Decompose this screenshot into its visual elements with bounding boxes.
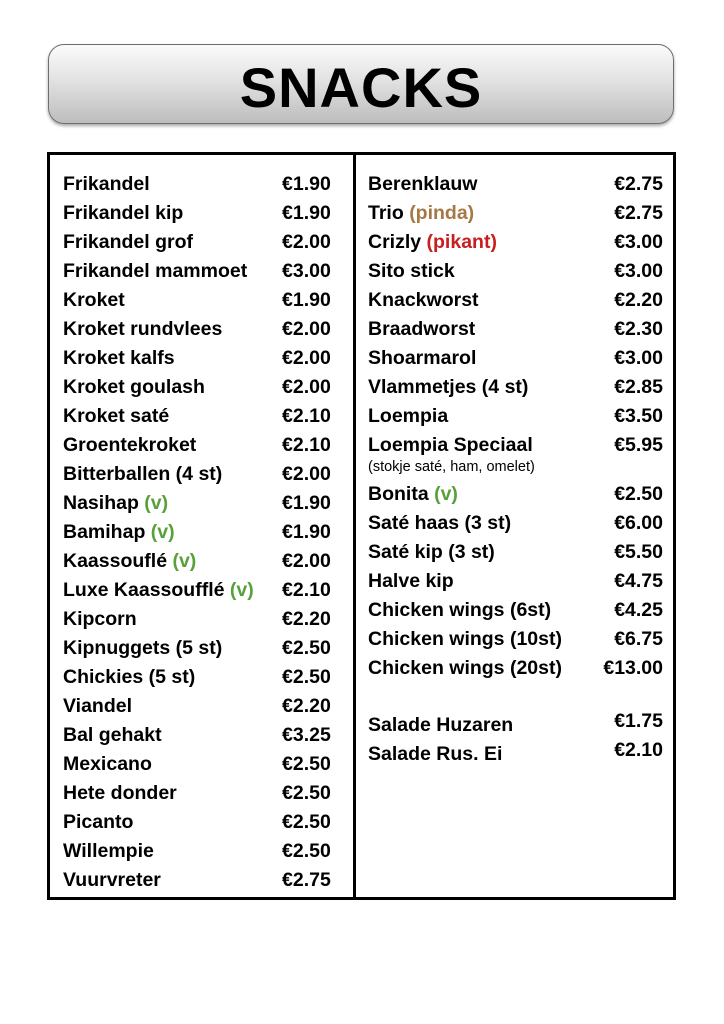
item-note: (stokje saté, ham, omelet) <box>368 459 535 475</box>
item-name: Bal gehakt <box>63 724 162 746</box>
item-name: Berenklauw <box>368 173 478 195</box>
menu-box <box>47 152 676 900</box>
menu-item <box>63 547 339 576</box>
item-price: €2.20 <box>282 695 331 717</box>
item-price: €2.10 <box>282 405 331 427</box>
menu-item <box>368 257 663 286</box>
menu-item <box>63 721 339 750</box>
menu-item <box>63 286 339 315</box>
item-price: €5.95 <box>614 434 663 456</box>
item-price: €2.00 <box>282 550 331 572</box>
item-price: €2.10 <box>614 739 663 761</box>
item-name <box>368 228 497 257</box>
item-price: €2.00 <box>282 318 331 340</box>
item-name: Hete donder <box>63 782 177 804</box>
item-name: Kipnuggets (5 st) <box>63 637 223 659</box>
vegetarian-tag: (v) <box>172 550 197 572</box>
item-price: €2.75 <box>614 173 663 195</box>
item-name <box>368 199 474 228</box>
vegetarian-tag: (v) <box>150 521 175 543</box>
menu-item <box>63 257 339 286</box>
item-price: €2.50 <box>614 483 663 505</box>
menu-item <box>368 740 663 769</box>
menu-item <box>63 692 339 721</box>
menu-item <box>368 567 663 596</box>
menu-item <box>63 518 339 547</box>
item-price: €2.10 <box>282 579 331 601</box>
item-name-text: Kaassouflé <box>63 550 168 572</box>
item-price: €3.25 <box>282 724 331 746</box>
item-name-text: Bamihap <box>63 521 146 543</box>
menu-item <box>368 199 663 228</box>
item-name <box>63 576 254 605</box>
item-name: Chicken wings (6st) <box>368 599 552 621</box>
item-price: €5.50 <box>614 541 663 563</box>
menu-item <box>368 596 663 625</box>
menu-item <box>63 460 339 489</box>
item-price: €3.00 <box>282 260 331 282</box>
item-price: €1.75 <box>614 710 663 732</box>
menu-item <box>63 170 339 199</box>
item-name-text: Bonita <box>368 483 429 505</box>
item-price: €2.50 <box>282 782 331 804</box>
item-price: €2.85 <box>614 376 663 398</box>
item-price: €2.00 <box>282 347 331 369</box>
item-price: €6.75 <box>614 628 663 650</box>
item-price: €2.10 <box>282 434 331 456</box>
item-price: €2.50 <box>282 840 331 862</box>
vegetarian-tag: (v) <box>229 579 254 601</box>
menu-item <box>368 625 663 654</box>
item-price: €2.50 <box>282 637 331 659</box>
item-name: Kroket goulash <box>63 376 205 398</box>
item-name: Mexicano <box>63 753 152 775</box>
item-name: Knackworst <box>368 289 479 311</box>
item-price: €2.00 <box>282 231 331 253</box>
item-name: Chicken wings (10st) <box>368 628 562 650</box>
menu-item <box>368 373 663 402</box>
item-name: Viandel <box>63 695 133 717</box>
item-price: €2.50 <box>282 666 331 688</box>
item-name: Frikandel kip <box>63 202 184 224</box>
item-name: Saté haas (3 st) <box>368 512 512 534</box>
menu-item <box>368 402 663 431</box>
menu-item <box>368 286 663 315</box>
item-name: Frikandel grof <box>63 231 194 253</box>
item-price: €2.20 <box>614 289 663 311</box>
item-name: Salade Rus. Ei <box>368 743 503 765</box>
item-name: Kroket rundvlees <box>63 318 223 340</box>
item-price: €1.90 <box>282 289 331 311</box>
page-title: SNACKS <box>239 55 483 119</box>
menu-item <box>63 808 339 837</box>
menu-item <box>368 315 663 344</box>
item-price: €1.90 <box>282 173 331 195</box>
menu-item <box>63 402 339 431</box>
item-name: Vlammetjes (4 st) <box>368 376 529 398</box>
column-divider <box>353 155 356 897</box>
menu-item <box>368 654 663 683</box>
item-name: Loempia Speciaal <box>368 434 533 456</box>
item-price: €3.00 <box>614 347 663 369</box>
item-price: €2.20 <box>282 608 331 630</box>
item-name <box>63 489 168 518</box>
vegetarian-tag: (v) <box>434 483 458 505</box>
item-price: €4.25 <box>614 599 663 621</box>
item-price: €6.00 <box>614 512 663 534</box>
pinda-tag: (pinda) <box>409 202 475 224</box>
item-price: €4.75 <box>614 570 663 592</box>
item-name: Kroket saté <box>63 405 170 427</box>
menu-item <box>63 373 339 402</box>
item-price: €2.75 <box>282 869 331 891</box>
item-price: €3.00 <box>614 231 663 253</box>
item-name: Halve kip <box>368 570 454 592</box>
item-name: Bitterballen (4 st) <box>63 463 223 485</box>
item-name: Frikandel mammoet <box>63 260 248 282</box>
menu-item <box>63 866 339 895</box>
item-name: Kroket kalfs <box>63 347 175 369</box>
item-price: €2.75 <box>614 202 663 224</box>
menu-item <box>63 837 339 866</box>
item-name <box>63 547 196 576</box>
item-price: €3.00 <box>614 260 663 282</box>
item-name: Chicken wings (20st) <box>368 657 562 679</box>
menu-item <box>63 431 339 460</box>
item-name-text: Luxe Kaassoufflé <box>63 579 225 601</box>
item-price: €1.90 <box>282 521 331 543</box>
item-name <box>368 480 458 509</box>
item-name: Braadworst <box>368 318 476 340</box>
item-name: Salade Huzaren <box>368 714 514 736</box>
menu-item <box>63 344 339 373</box>
item-price: €3.50 <box>614 405 663 427</box>
item-price: €2.50 <box>282 753 331 775</box>
menu-item <box>63 750 339 779</box>
item-price: €13.00 <box>603 657 663 679</box>
pikant-tag: (pikant) <box>426 231 497 253</box>
item-price: €2.00 <box>282 376 331 398</box>
menu-item <box>368 228 663 257</box>
item-name: Shoarmarol <box>368 347 477 369</box>
menu-item <box>368 509 663 538</box>
item-name: Frikandel <box>63 173 150 195</box>
vegetarian-tag: (v) <box>144 492 169 514</box>
item-name: Kroket <box>63 289 125 311</box>
item-price: €1.90 <box>282 492 331 514</box>
item-name: Willempie <box>63 840 154 862</box>
item-name: Vuurvreter <box>63 869 161 891</box>
item-price: €2.00 <box>282 463 331 485</box>
item-name: Picanto <box>63 811 134 833</box>
menu-item <box>63 489 339 518</box>
menu-item <box>63 576 339 605</box>
item-name: Chickies (5 st) <box>63 666 196 688</box>
item-name-text: Trio <box>368 202 404 224</box>
item-name: Kipcorn <box>63 608 137 630</box>
title-banner <box>48 44 674 124</box>
menu-item <box>63 663 339 692</box>
menu-item <box>63 634 339 663</box>
item-price: €1.90 <box>282 202 331 224</box>
menu-item <box>63 779 339 808</box>
menu-item <box>63 228 339 257</box>
menu-item <box>368 170 663 199</box>
item-name: Sito stick <box>368 260 455 282</box>
menu-item <box>63 199 339 228</box>
menu-item <box>368 538 663 567</box>
menu-item <box>368 480 663 509</box>
item-name: Loempia <box>368 405 449 427</box>
menu-item <box>63 315 339 344</box>
item-name-text: Crizly <box>368 231 422 253</box>
item-name: Groentekroket <box>63 434 197 456</box>
menu-item <box>368 431 663 460</box>
item-price: €2.50 <box>282 811 331 833</box>
menu-item <box>63 605 339 634</box>
item-name: Saté kip (3 st) <box>368 541 495 563</box>
item-price: €2.30 <box>614 318 663 340</box>
item-name-text: Nasihap <box>63 492 139 514</box>
item-name <box>63 518 175 547</box>
menu-item <box>368 344 663 373</box>
